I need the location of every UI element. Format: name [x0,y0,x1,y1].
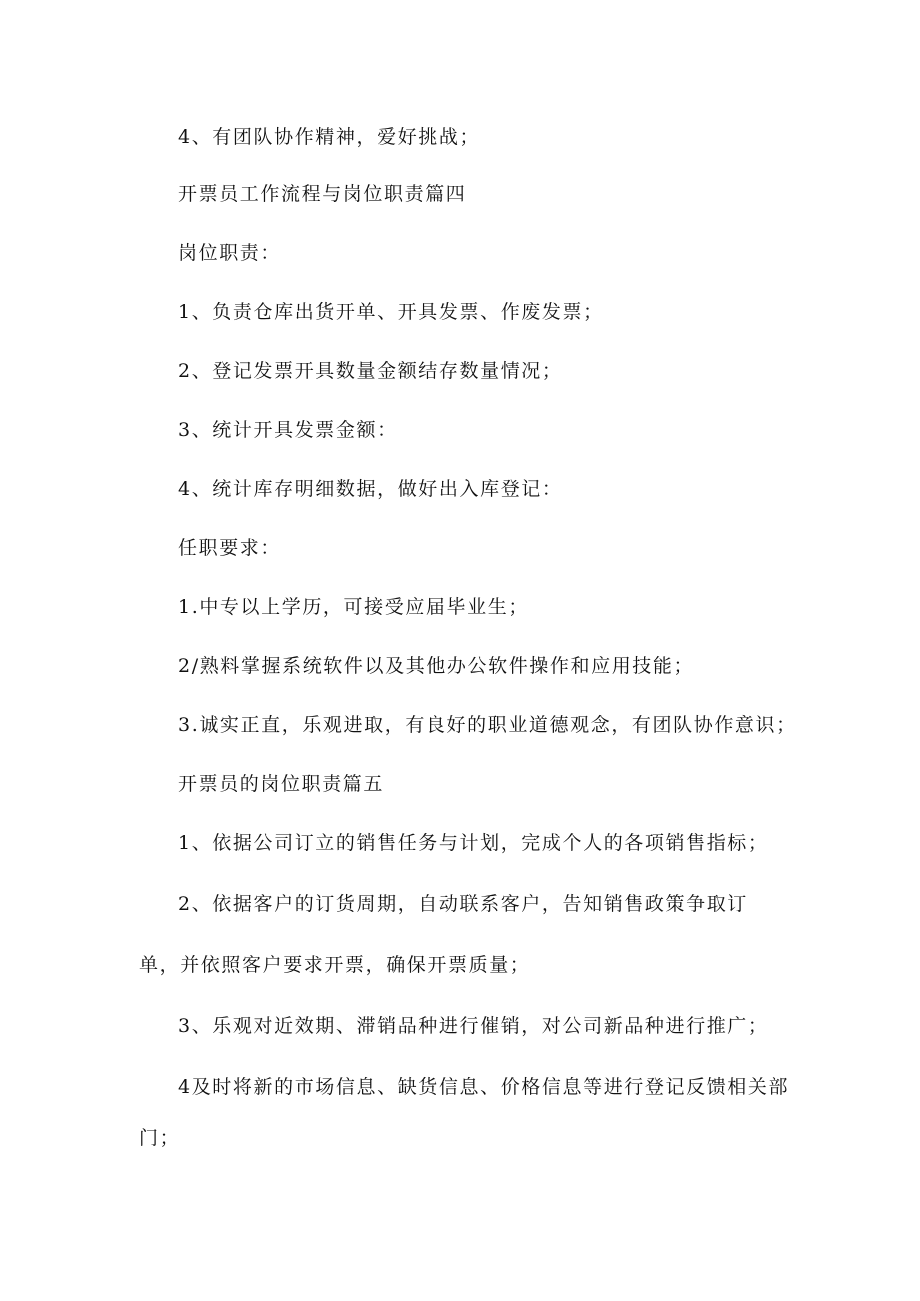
list-item: 4、统计库存明细数据，做好出入库登记： [178,478,563,500]
list-item: 1.中专以上学历，可接受应届毕业生； [178,596,529,618]
section-heading: 开票员的岗位职责篇五 [178,773,385,795]
list-item: 2、依据客户的订货周期，自动联系客户，告知销售政策争取订 [178,893,748,915]
list-item: 2、登记发票开具数量金额结存数量情况； [178,360,563,382]
section-heading: 开票员工作流程与岗位职责篇四 [178,183,467,205]
list-item: 3.诚实正直，乐观进取，有良好的职业道德观念，有团队协作意识； [178,714,797,736]
list-item: 3、乐观对近效期、滞销品种进行催销，对公司新品种进行推广； [178,1015,769,1037]
list-item: 1、负责仓库出货开单、开具发票、作废发票； [178,301,604,323]
list-item: 4及时将新的市场信息、缺货信息、价格信息等进行登记反馈相关部 [178,1076,790,1098]
list-item: 2/熟料掌握系统软件以及其他办公软件操作和应用技能； [178,655,695,677]
list-item: 1、依据公司订立的销售任务与计划，完成个人的各项销售指标； [178,832,769,854]
subheading-requirements: 任职要求： [178,537,282,559]
paragraph-line: 4、有团队协作精神，爱好挑战； [178,126,481,148]
list-item-continuation: 单，并依照客户要求开票，确保开票质量； [139,954,531,976]
subheading-duties: 岗位职责： [178,242,282,264]
list-item: 3、统计开具发票金额： [178,419,398,441]
list-item-continuation: 门； [139,1127,181,1149]
